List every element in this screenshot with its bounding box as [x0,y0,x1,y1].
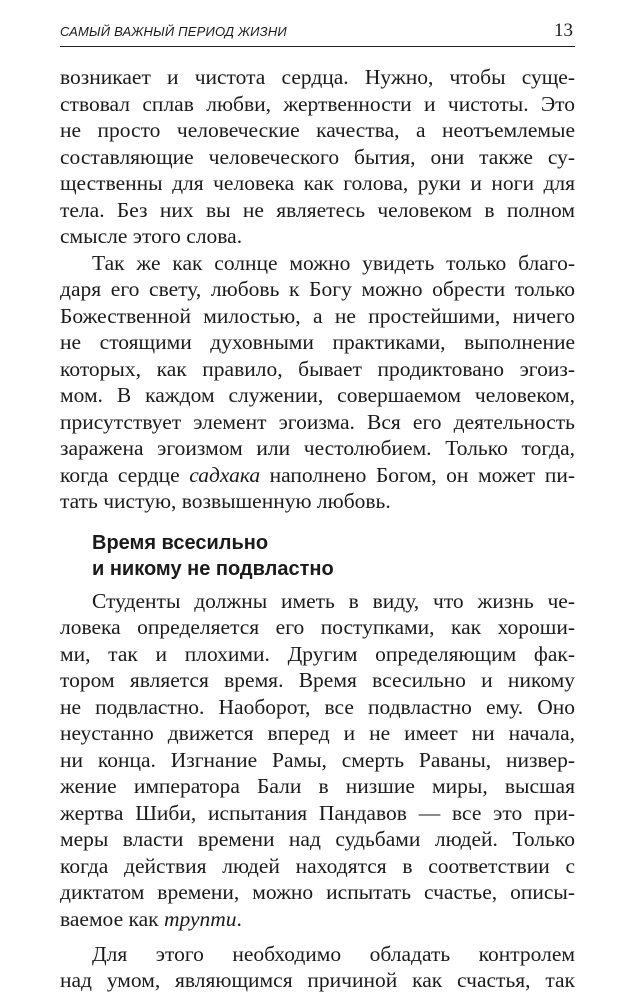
text-line: не просто человеческие качества, а неотъемлемые [60,118,575,142]
text-line: ловека определяется его поступками, как хороши- [60,615,575,639]
text-line: даря его свету, любовь к Богу можно обрести только [60,277,575,301]
text-line: щественны для человека как голова, руки и ноги для [60,171,575,195]
text-line: жертва Шиби, испытания Пандавов — все это при- [60,801,575,825]
text-line: мом. В каждом служении, совершаемом человеком, [60,383,575,407]
page-number: 13 [554,20,573,41]
text-line: тать чистую, возвышенную любовь. [60,489,391,513]
text-line: которых, как правило, бывает продиктовано эгоиз- [60,357,575,381]
text-line: Так же как солнце можно увидеть только благо- [92,251,575,275]
running-header [60,20,575,47]
text-line: диктатом времени, можно испытать счастье, описы- [60,880,575,904]
section-heading: Время всесильно [92,532,269,554]
text-line [60,462,575,488]
text-line: Студенты должны иметь в виду, что жизнь че- [92,589,575,613]
text-line: Для этого необходимо обладать контролем [92,942,575,966]
text-line: неустанно движется вперед и не имеет ни начала, [60,721,575,745]
text-line: смысле этого слова. [60,224,243,248]
text-line: ни конца. Изгнание Рамы, смерть Раваны, низвер- [60,748,575,772]
text-line: тела. Без них вы не являетесь человеком в полном [60,198,575,222]
text-line: составляющие человеческого бытия, они также су- [60,145,575,169]
text-line: тором является время. Время всесильно и никому [60,668,575,692]
text-run: наполнено Богом, он может пи- [260,463,575,487]
text-line: меры власти времени над судьбами людей. Только [60,827,575,851]
text-line: ствовал сплав любви, жертвенности и чистоты. Это [60,92,575,116]
text-run: когда сердце [60,463,190,487]
text-line: ми, так и плохими. Другим определяющим фак- [60,642,575,666]
text-line: не стоящими духовными практиками, выполнение [60,330,575,354]
text-line: когда действия людей находятся в соответствии с [60,854,575,878]
text-line: присутствует элемент эгоизма. Вся его деятельность [60,410,575,434]
text-run: ваемое как [60,907,164,931]
text-run: . [236,907,242,931]
text-line: жение императора Бали в низшие миры, высшая [60,774,575,798]
text-line: не подвластно. Наоборот, все подвластно ему. Оно [60,695,575,719]
text-line [60,906,575,932]
section-heading: и никому не подвластно [92,558,334,580]
text-line: заражена эгоизмом или честолюбием. Только тогда, [60,436,575,460]
text-line: Божественной милостью, а не простейшими, ничего [60,304,575,328]
italic-term: трупти [163,907,237,931]
text-line: над умом, являющимся причиной как счастья, так [60,968,575,992]
italic-term: садхака [189,463,261,487]
running-title: САМЫЙ ВАЖНЫЙ ПЕРИОД ЖИЗНИ [60,24,287,39]
text-line: возникает и чистота сердца. Нужно, чтобы суще- [60,65,575,89]
